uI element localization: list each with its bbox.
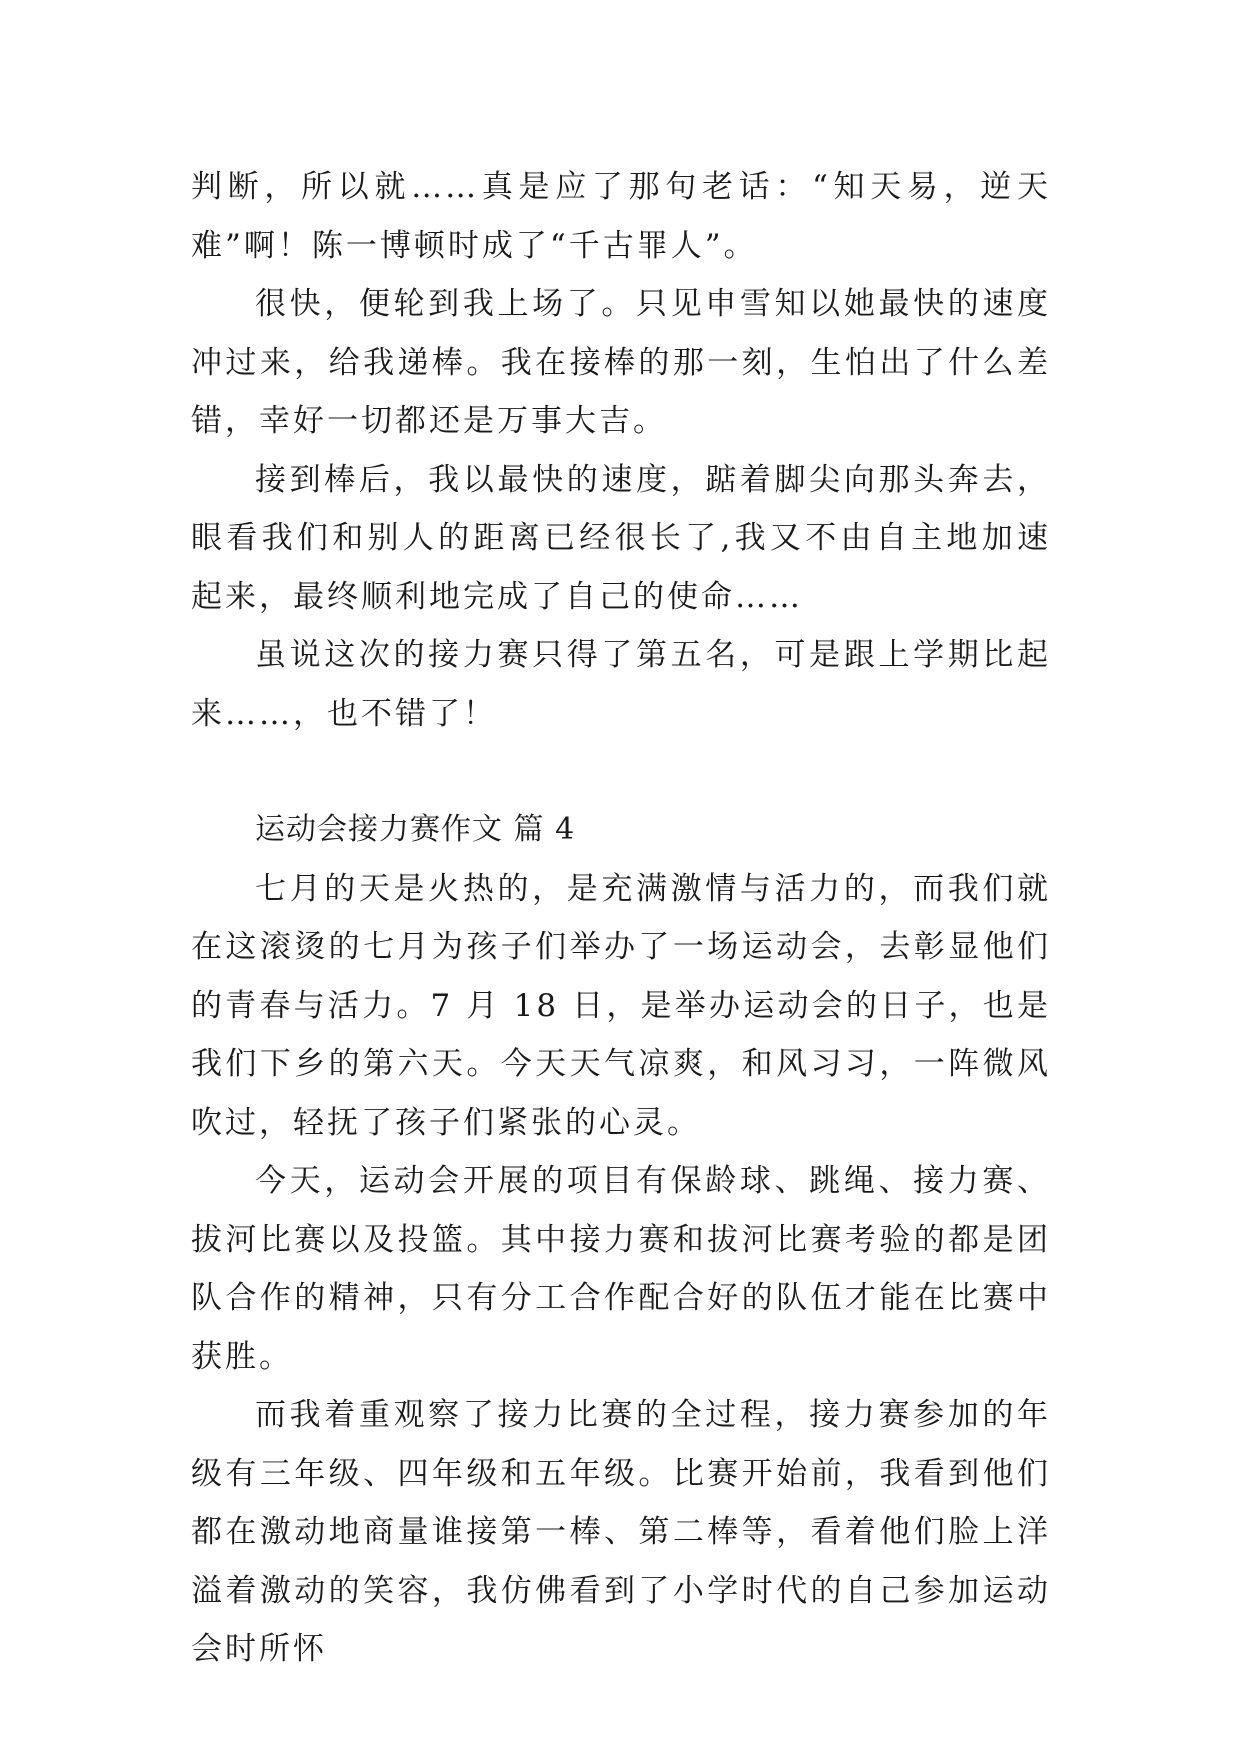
section-title: 运动会接力赛作文 篇 4 xyxy=(255,812,576,847)
document-page xyxy=(191,158,1051,1679)
paragraph: 而我着重观察了接力比赛的全过程，接力赛参加的年级有三年级、四年级和五年级。比赛开始前，我看到他们都在激动地商量谁接第一棒、第二棒等，看着他们脸上洋溢着激动的笑容，我仿佛看到了小学时代的自己参加运动会时所怀 xyxy=(191,1397,1051,1667)
paragraph-continuation: 判断，所以就……真是应了那句老话：“知天易，逆天难”啊！陈一博顿时成了“千古罪人”。 xyxy=(191,169,1051,264)
paragraph: 今天，运动会开展的项目有保龄球、跳绳、接力赛、拔河比赛以及投篮。其中接力赛和拔河比赛考验的都是团队合作的精神，只有分工合作配合好的队伍才能在比赛中获胜。 xyxy=(191,1163,1051,1375)
paragraph: 很快，便轮到我上场了。只见申雪知以她最快的速度冲过来，给我递棒。我在接棒的那一刻，生怕出了什么差错，幸好一切都还是万事大吉。 xyxy=(191,286,1051,439)
paragraph: 虽说这次的接力赛只得了第五名，可是跟上学期比起来……，也不错了！ xyxy=(191,637,1051,732)
paragraph: 接到棒后，我以最快的速度，踮着脚尖向那头奔去，眼看我们和别人的距离已经很长了,我又不由自主地加速起来，最终顺利地完成了自己的使命…… xyxy=(191,461,1051,615)
paragraph: 七月的天是火热的，是充满激情与活力的，而我们就在这滚烫的七月为孩子们举办了一场运动会，去彰显他们的青春与活力。7 月 18 日，是举办运动会的日子，也是我们下乡的第六天。今天天气凉爽，和风习习，一阵微风吹过，轻抚了孩子们紧张的心灵。 xyxy=(191,870,1051,1141)
